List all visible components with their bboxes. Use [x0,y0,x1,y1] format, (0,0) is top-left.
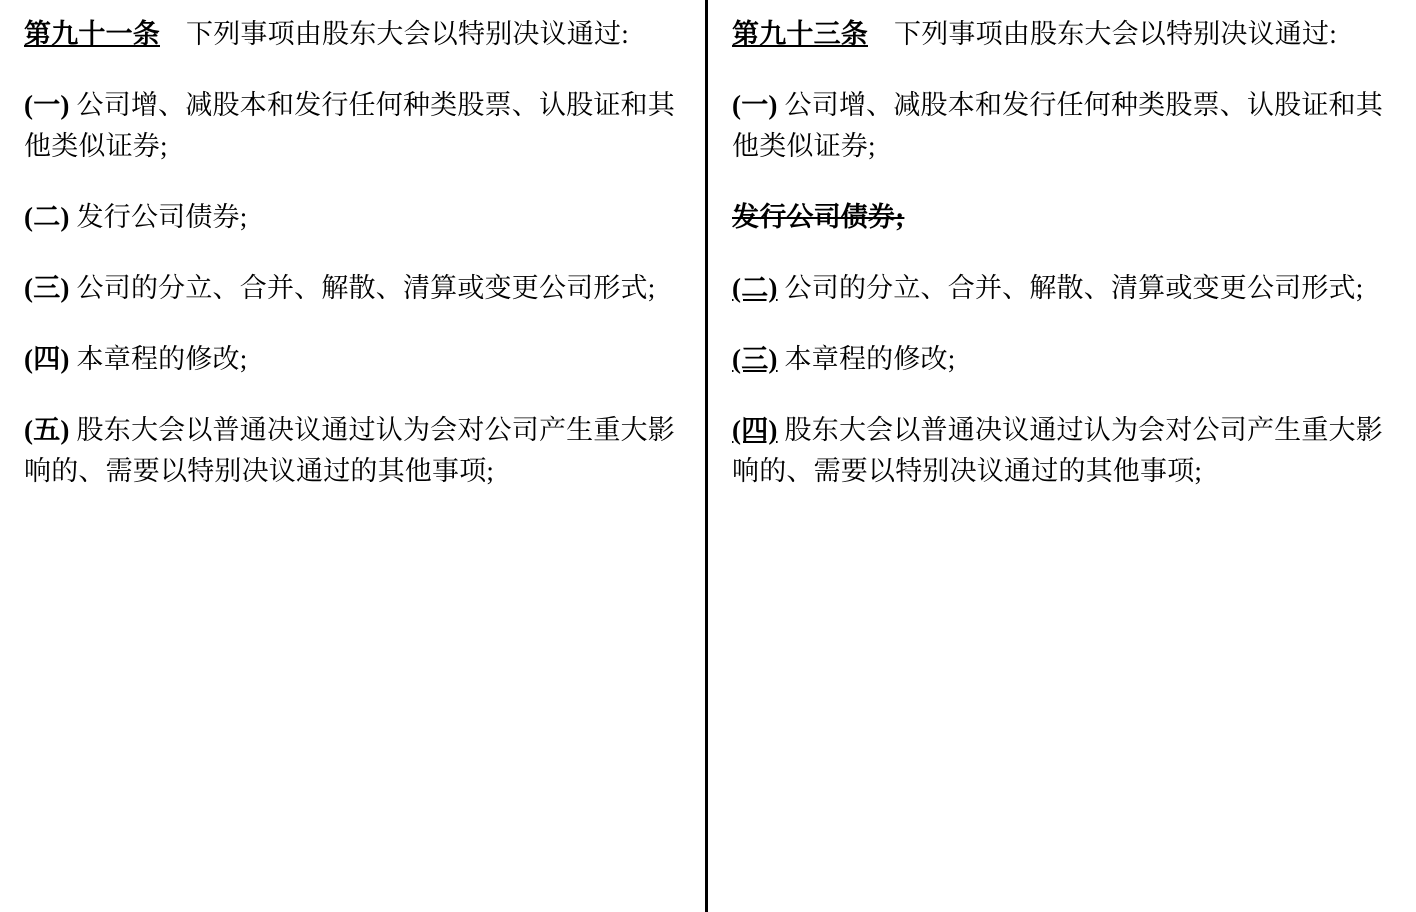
item-marker: (二) [732,273,778,304]
revised-clause-cell [708,0,1416,912]
item-marker: (三) [24,273,70,304]
item-marker: (四) [732,415,778,446]
clause-item-inserted [732,268,1400,309]
item-text: 股东大会以普通决议通过认为会对公司产生重大影响的、需要以特别决议通过的其他事项; [24,415,675,487]
item-text: 公司的分立、合并、解散、清算或变更公司形式; [69,273,656,304]
item-marker: (二) [24,202,70,233]
clause-item-inserted [732,339,1400,380]
table-column-revised [708,0,1416,912]
clause-number: 第九十一条 [24,19,160,49]
item-text: 公司增、减股本和发行任何种类股票、认股证和其他类似证券; [24,90,675,162]
clause-item [24,339,689,380]
item-text: 本章程的修改; [69,344,248,375]
item-text: 股东大会以普通决议通过认为会对公司产生重大影响的、需要以特别决议通过的其他事项; [732,415,1383,487]
clause-heading [732,14,1400,55]
clause-item [732,85,1400,167]
deleted-text: 发行公司债券; [732,202,905,233]
clause-heading-text: 下列事项由股东大会以特别决议通过: [186,19,629,49]
item-marker: (三) [732,344,778,375]
item-text: 公司的分立、合并、解散、清算或变更公司形式; [777,273,1364,304]
item-text: 本章程的修改; [777,344,956,375]
clause-item-inserted [732,410,1400,492]
item-marker: (四) [24,344,70,375]
item-marker: (一) [732,90,778,121]
clause-number: 第九十三条 [732,19,868,49]
clause-item [24,268,689,309]
item-marker: (一) [24,90,70,121]
clause-heading [24,14,689,55]
clause-heading-text: 下列事项由股东大会以特别决议通过: [894,19,1337,49]
clause-item [24,410,689,492]
item-text: 公司增、减股本和发行任何种类股票、认股证和其他类似证券; [732,90,1383,162]
clause-item [24,85,689,167]
item-marker: (五) [24,415,70,446]
item-text: 发行公司债券; [69,202,248,233]
clause-item-deleted [732,197,1400,238]
clause-item [24,197,689,238]
